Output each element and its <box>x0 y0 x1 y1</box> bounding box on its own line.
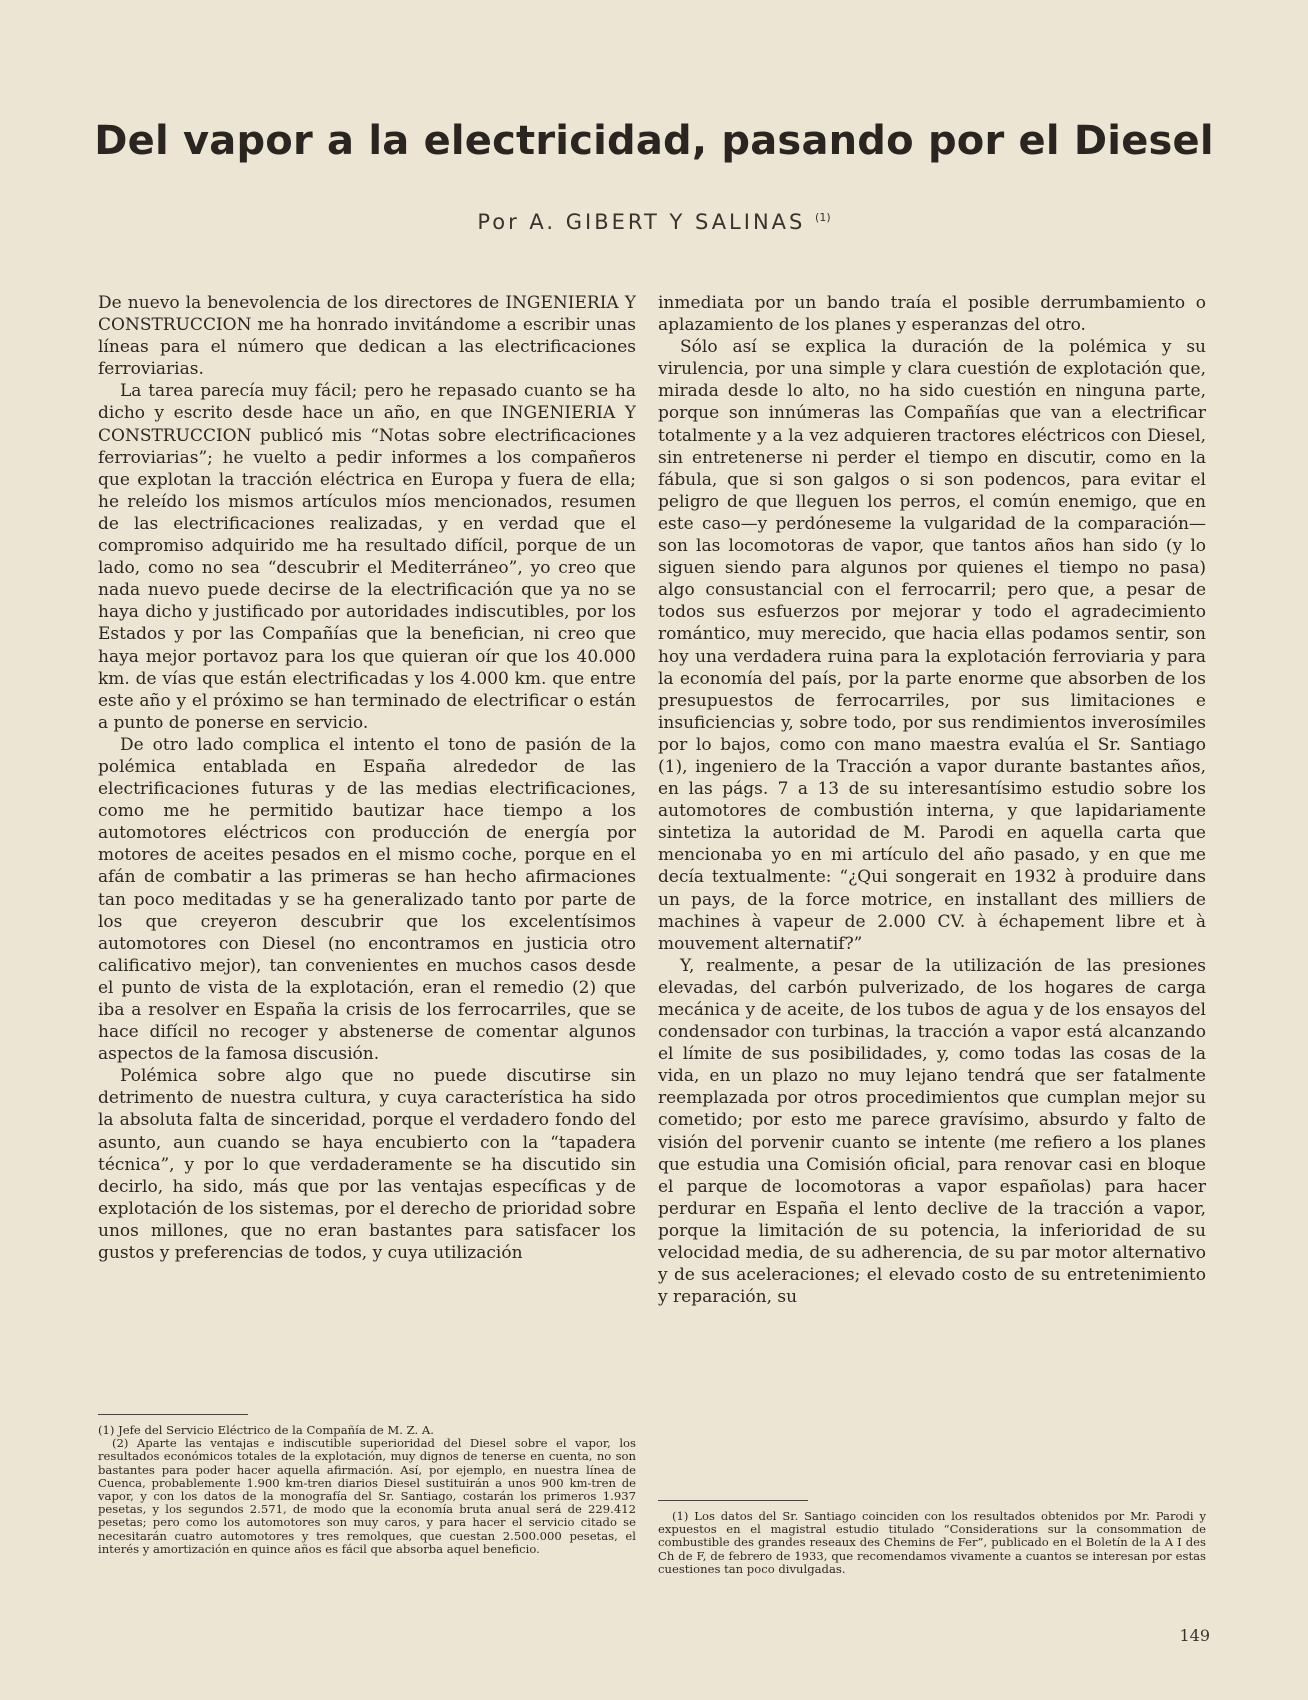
paragraph: De nuevo la benevolencia de los directores de INGENIERIA Y CONSTRUCCION me ha honrado invitándome a escribir unas líneas para el número que dedican a las electrificaciones ferroviarias. <box>98 293 636 380</box>
paragraph: De otro lado complica el intento el tono de pasión de la polémica entablada en España alrededor de las electrificaciones futuras y de las medias electrificaciones, como me he permitido bautizar hace tiempo a los automotores eléctricos con producción de energía por motores de aceites pesados en el mismo coche, porque en el afán de combatir a las primeras se han hecho afirmaciones tan poco meditadas y se ha generalizado tanto por parte de los que creyeron descubrir que los excelentísimos automotores con Diesel (no encontramos en justicia otro calificativo mejor), tan convenientes en muchos casos desde el punto de vista de la explotación, eran el remedio (2) que iba a resolver en España la crisis de los ferrocarriles, que se hace difícil no recoger y abstenerse de comentar algunos aspectos de la famosa discusión. <box>98 734 636 1065</box>
footnotes-right <box>658 1510 1206 1620</box>
page-title: Del vapor a la electricidad, pasando por el Diesel <box>94 118 1214 164</box>
footnote: (1) Los datos del Sr. Santiago coinciden con los resultados obtenidos por Mr. Parodi y expuestos en el magistral estudio titulado “Considerations sur la consommation de combustible des grandes reseaux des Chemins de Fer”, publicado en el Boletín de la A I des Ch de F, de febrero de 1933, que recomendamos vivamente a cuantos se interesan por estas cuestiones tan poco divulgadas. <box>658 1510 1206 1576</box>
footnote: (1) Jefe del Servicio Eléctrico de la Compañía de M. Z. A. <box>98 1424 434 1437</box>
byline-footnote-mark: (1) <box>815 211 831 224</box>
right-column <box>658 292 1206 1488</box>
page-number: 149 <box>1179 1626 1210 1645</box>
paragraph: inmediata por un bando traía el posible derrumbamiento o aplazamiento de los planes y esperanzas del otro. <box>658 293 1206 336</box>
footnotes-left <box>98 1424 636 1620</box>
footnote: (2) Aparte las ventajas e indiscutible superioridad del Diesel sobre el vapor, los resultados económicos totales de la explotación, muy dignos de tenerse en cuenta, no son bastantes para poder hacer aquella afirmación. Así, por ejemplo, en nuestra línea de Cuenca, probablemente 1.900 km-tren diarios Diesel sustituirán a unos 900 km-tren de vapor, y con los datos de la monografía del Sr. Santiago, costarán los primeros 1.937 pesetas, y los segundos 2.571, de modo que la economía bruta anual será de 229.412 pesetas; pero como los automotores son muy caros, y para hacer el servicio citado se necesitarán cuatro automotores y tres remolques, que cuestan 2.500.000 pesetas, el interés y amortización en quince años es fácil que absorba aquel beneficio. <box>98 1436 636 1556</box>
paragraph: La tarea parecía muy fácil; pero he repasado cuanto se ha dicho y escrito desde hace un año, en que INGENIERIA Y CONSTRUCCION publicó mis “Notas sobre electrificaciones ferroviarias”; he vuelto a pedir informes a los compañeros que explotan la tracción eléctrica en Europa y fuera de ella; he releído los mismos artículos míos mencionados, resumen de las electrificaciones realizadas, y en verdad que el compromiso adquirido me ha resultado difícil, porque de un lado, como no sea “descubrir el Mediterráneo”, yo creo que nada nuevo puede decirse de la electrificación que ya no se haya dicho y justificado por autoridades indiscutibles, por los Estados y por las Compañías que la benefician, ni creo que haya mejor portavoz para los que quieran oír que los 40.000 km. de vías que están electrificadas y los 4.000 km. que entre este año y el próximo se han terminado de electrificar o están a punto de ponerse en servicio. <box>98 381 636 733</box>
paragraph: Polémica sobre algo que no puede discutirse sin detrimento de nuestra cultura, y cuya característica ha sido la absoluta falta de sinceridad, porque el verdadero fondo del asunto, aun cuando se haya encubierto con la “tapadera técnica”, y por lo que verdaderamente se ha discutido sin decirlo, ha sido, más que por las ventajas específicas y de explotación de los sistemas, por el derecho de prioridad sobre unos millones, que no eran bastantes para satisfacer los gustos y preferencias de todos, y cuya utilización <box>98 1066 636 1264</box>
footnote-divider <box>658 1500 808 1501</box>
byline <box>0 210 1308 234</box>
paragraph: Y, realmente, a pesar de la utilización de las presiones elevadas, del carbón pulverizado, de los hogares de carga mecánica y de aceite, de los tubos de agua y de los ensayos del condensador con turbinas, la tracción a vapor está alcanzando el límite de sus posibilidades, y, como todas las cosas de la vida, en un plazo no muy lejano tendrá que ser fatalmente reemplazada por otros procedimientos que cumplan mejor su cometido; por esto me parece gravísimo, absurdo y falto de visión del porvenir cuanto se intente (me refiero a los planes que estudia una Comisión oficial, para renovar casi en bloque el parque de locomotoras a vapor españolas) para hacer perdurar en España el lento declive de la tracción a vapor, porque la limitación de su potencia, la inferioridad de su velocidad media, de su adherencia, de su par motor alternativo y de sus aceleraciones; el elevado costo de su entretenimiento y reparación, su <box>658 955 1206 1308</box>
paragraph: Sólo así se explica la duración de la polémica y su virulencia, por una simple y clara cuestión de explotación que, mirada desde lo alto, no ha sido cuestión en ninguna parte, porque son innúmeras las Compañías que van a electrificar totalmente y a la vez adquieren tractores eléctricos con Diesel, sin entretenerse ni perder el tiempo en discutir, como en la fábula, que si son galgos o si son podencos, para evitar el peligro de que lleguen los perros, el común enemigo, que en este caso—y perdóneseme la vulgaridad de la comparación—son las locomotoras de vapor, que tantos años han sido (y lo siguen siendo para algunos por quienes el tiempo no pasa) algo consustancial con el ferrocarril; pero que, a pesar de todos sus esfuerzos por mejorar y todo el agradecimiento romántico, muy merecido, que hacia ellas podamos sentir, son hoy una verdadera ruina para la explotación ferroviaria y para la economía del país, por la parte enorme que absorben de los presupuestos de ferrocarriles, por sus limitaciones e insuficiencias y, sobre todo, por sus rendimientos inverosímiles por lo bajos, como con mano maestra evalúa el Sr. Santiago (1), ingeniero de la Tracción a vapor durante bastantes años, en las págs. 7 a 13 de su interesantísimo estudio sobre los automotores de combustión interna, y que lapidariamente sintetiza la autoridad de M. Parodi en aquella carta que mencionaba yo en mi artículo del año pasado, y en que me decía textualmente: “¿Qui songerait en 1932 à produire dans un pays, de la force motrice, en installant des milliers de machines à vapeur de 2.000 CV. à échapement libre et à mouvement alternatif?” <box>658 337 1206 954</box>
left-column <box>98 292 636 1402</box>
footnote-divider <box>98 1414 248 1415</box>
byline-author: Por A. GIBERT Y SALINAS <box>477 210 806 234</box>
